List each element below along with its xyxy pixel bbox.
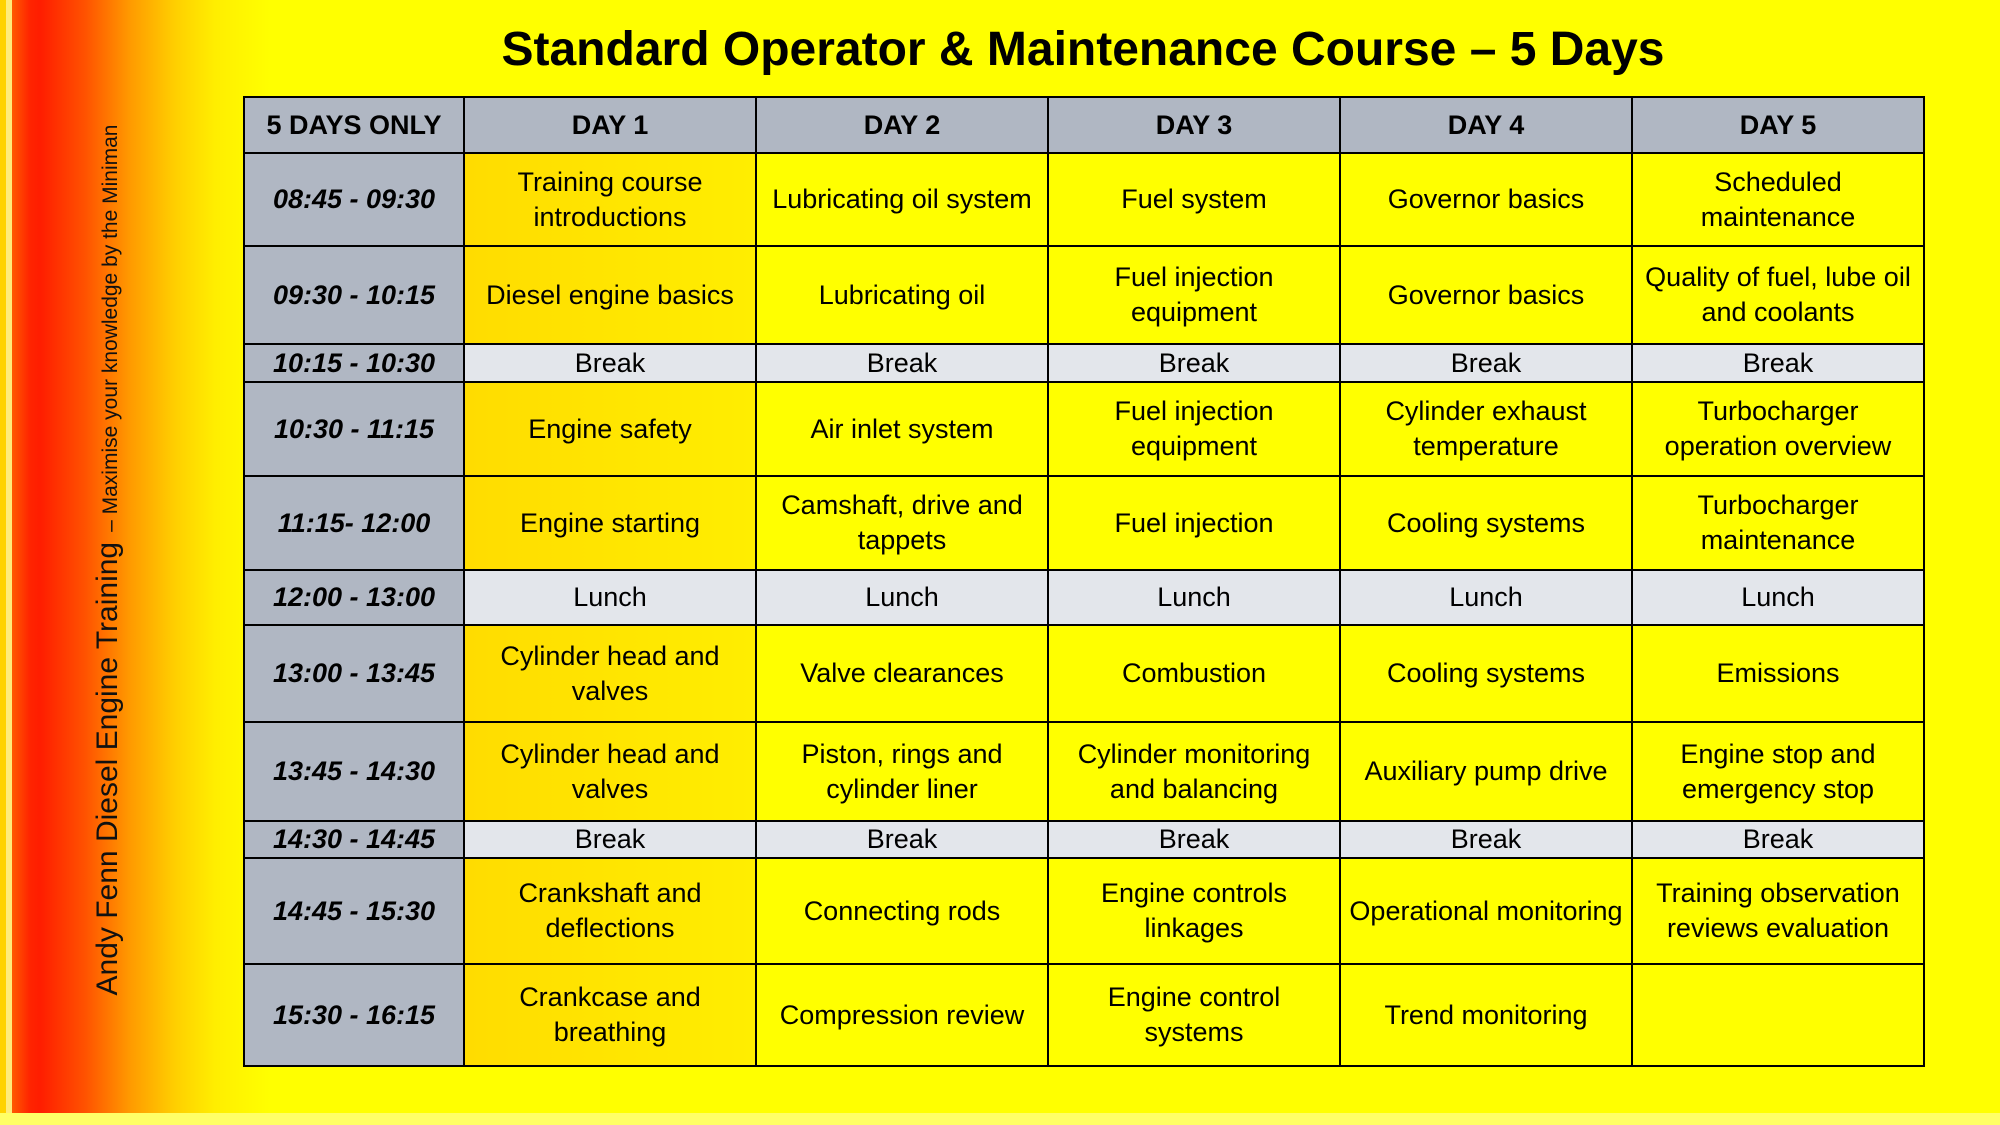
session-cell: Turbocharger operation overview: [1632, 382, 1924, 476]
session-cell: Scheduled maintenance: [1632, 153, 1924, 246]
session-cell: Engine control systems: [1048, 964, 1340, 1066]
header-day-2: DAY 2: [756, 97, 1048, 153]
session-cell: Lubricating oil system: [756, 153, 1048, 246]
session-cell: Camshaft, drive and tappets: [756, 476, 1048, 570]
session-cell: Cooling systems: [1340, 625, 1632, 722]
header-row: [244, 97, 1924, 153]
time-slot: 10:30 - 11:15: [244, 382, 464, 476]
break-cell: Break: [756, 344, 1048, 382]
header-day-4: DAY 4: [1340, 97, 1632, 153]
session-cell: Emissions: [1632, 625, 1924, 722]
table-row: [244, 625, 1924, 722]
session-cell: Valve clearances: [756, 625, 1048, 722]
sidebar-brand-name: Andy Fenn Diesel Engine Training: [91, 541, 124, 996]
session-cell: Cooling systems: [1340, 476, 1632, 570]
table-row: [244, 722, 1924, 821]
time-slot: 14:30 - 14:45: [244, 821, 464, 858]
lunch-cell: Lunch: [1048, 570, 1340, 625]
course-timetable: [243, 96, 1925, 1067]
time-slot: 15:30 - 16:15: [244, 964, 464, 1066]
table-row: [244, 858, 1924, 964]
header-day-3: DAY 3: [1048, 97, 1340, 153]
session-cell: Cylinder exhaust temperature: [1340, 382, 1632, 476]
header-day-5: DAY 5: [1632, 97, 1924, 153]
session-cell: Operational monitoring: [1340, 858, 1632, 964]
lunch-cell: Lunch: [464, 570, 756, 625]
lunch-cell: Lunch: [1340, 570, 1632, 625]
session-cell: Training observation reviews evaluation: [1632, 858, 1924, 964]
page-title: Standard Operator & Maintenance Course – 5 Days: [501, 23, 1665, 76]
session-cell: Connecting rods: [756, 858, 1048, 964]
break-cell: Break: [1632, 821, 1924, 858]
session-cell: Compression review: [756, 964, 1048, 1066]
lunch-cell: Lunch: [1632, 570, 1924, 625]
table-row: [244, 476, 1924, 570]
session-cell: Air inlet system: [756, 382, 1048, 476]
session-cell: Lubricating oil: [756, 246, 1048, 344]
session-cell: Fuel injection equipment: [1048, 246, 1340, 344]
sidebar-tagline: – Maximise your knowledge by the Miniman: [99, 124, 122, 532]
break-row: [244, 821, 1924, 858]
break-cell: Break: [1632, 344, 1924, 382]
session-cell: Engine starting: [464, 476, 756, 570]
session-cell: Engine safety: [464, 382, 756, 476]
session-cell: Governor basics: [1340, 246, 1632, 344]
session-cell: Cylinder head and valves: [464, 722, 756, 821]
session-cell: Combustion: [1048, 625, 1340, 722]
time-slot: 10:15 - 10:30: [244, 344, 464, 382]
time-slot: 11:15- 12:00: [244, 476, 464, 570]
session-cell: Governor basics: [1340, 153, 1632, 246]
session-cell: Turbocharger maintenance: [1632, 476, 1924, 570]
break-cell: Break: [1340, 344, 1632, 382]
session-cell: Cylinder head and valves: [464, 625, 756, 722]
session-cell: Crankshaft and deflections: [464, 858, 756, 964]
session-cell: Diesel engine basics: [464, 246, 756, 344]
session-cell: Engine controls linkages: [1048, 858, 1340, 964]
session-cell: Crankcase and breathing: [464, 964, 756, 1066]
break-cell: Break: [464, 344, 756, 382]
time-slot: 08:45 - 09:30: [244, 153, 464, 246]
break-cell: Break: [1048, 821, 1340, 858]
time-slot: 09:30 - 10:15: [244, 246, 464, 344]
session-cell: Fuel injection equipment: [1048, 382, 1340, 476]
time-slot: 14:45 - 15:30: [244, 858, 464, 964]
session-cell: Auxiliary pump drive: [1340, 722, 1632, 821]
session-cell: Quality of fuel, lube oil and coolants: [1632, 246, 1924, 344]
lunch-row: [244, 570, 1924, 625]
break-cell: Break: [1048, 344, 1340, 382]
time-slot: 13:00 - 13:45: [244, 625, 464, 722]
lunch-cell: Lunch: [756, 570, 1048, 625]
sidebar-branding: [91, 125, 125, 996]
table-row: [244, 153, 1924, 246]
table-row: [244, 246, 1924, 344]
break-row: [244, 344, 1924, 382]
break-cell: Break: [1340, 821, 1632, 858]
break-cell: Break: [464, 821, 756, 858]
time-slot: 13:45 - 14:30: [244, 722, 464, 821]
session-cell: Piston, rings and cylinder liner: [756, 722, 1048, 821]
session-cell: Cylinder monitoring and balancing: [1048, 722, 1340, 821]
time-slot: 12:00 - 13:00: [244, 570, 464, 625]
session-cell: Training course introductions: [464, 153, 756, 246]
break-cell: Break: [756, 821, 1048, 858]
session-cell: Fuel injection: [1048, 476, 1340, 570]
table-row: [244, 382, 1924, 476]
session-cell: Trend monitoring: [1340, 964, 1632, 1066]
session-cell: Engine stop and emergency stop: [1632, 722, 1924, 821]
bottom-strip: [0, 1113, 2000, 1125]
header-time-column: 5 DAYS ONLY: [244, 97, 464, 153]
table-row: [244, 964, 1924, 1066]
header-day-1: DAY 1: [464, 97, 756, 153]
session-cell: Fuel system: [1048, 153, 1340, 246]
session-cell-empty: [1632, 964, 1924, 1066]
